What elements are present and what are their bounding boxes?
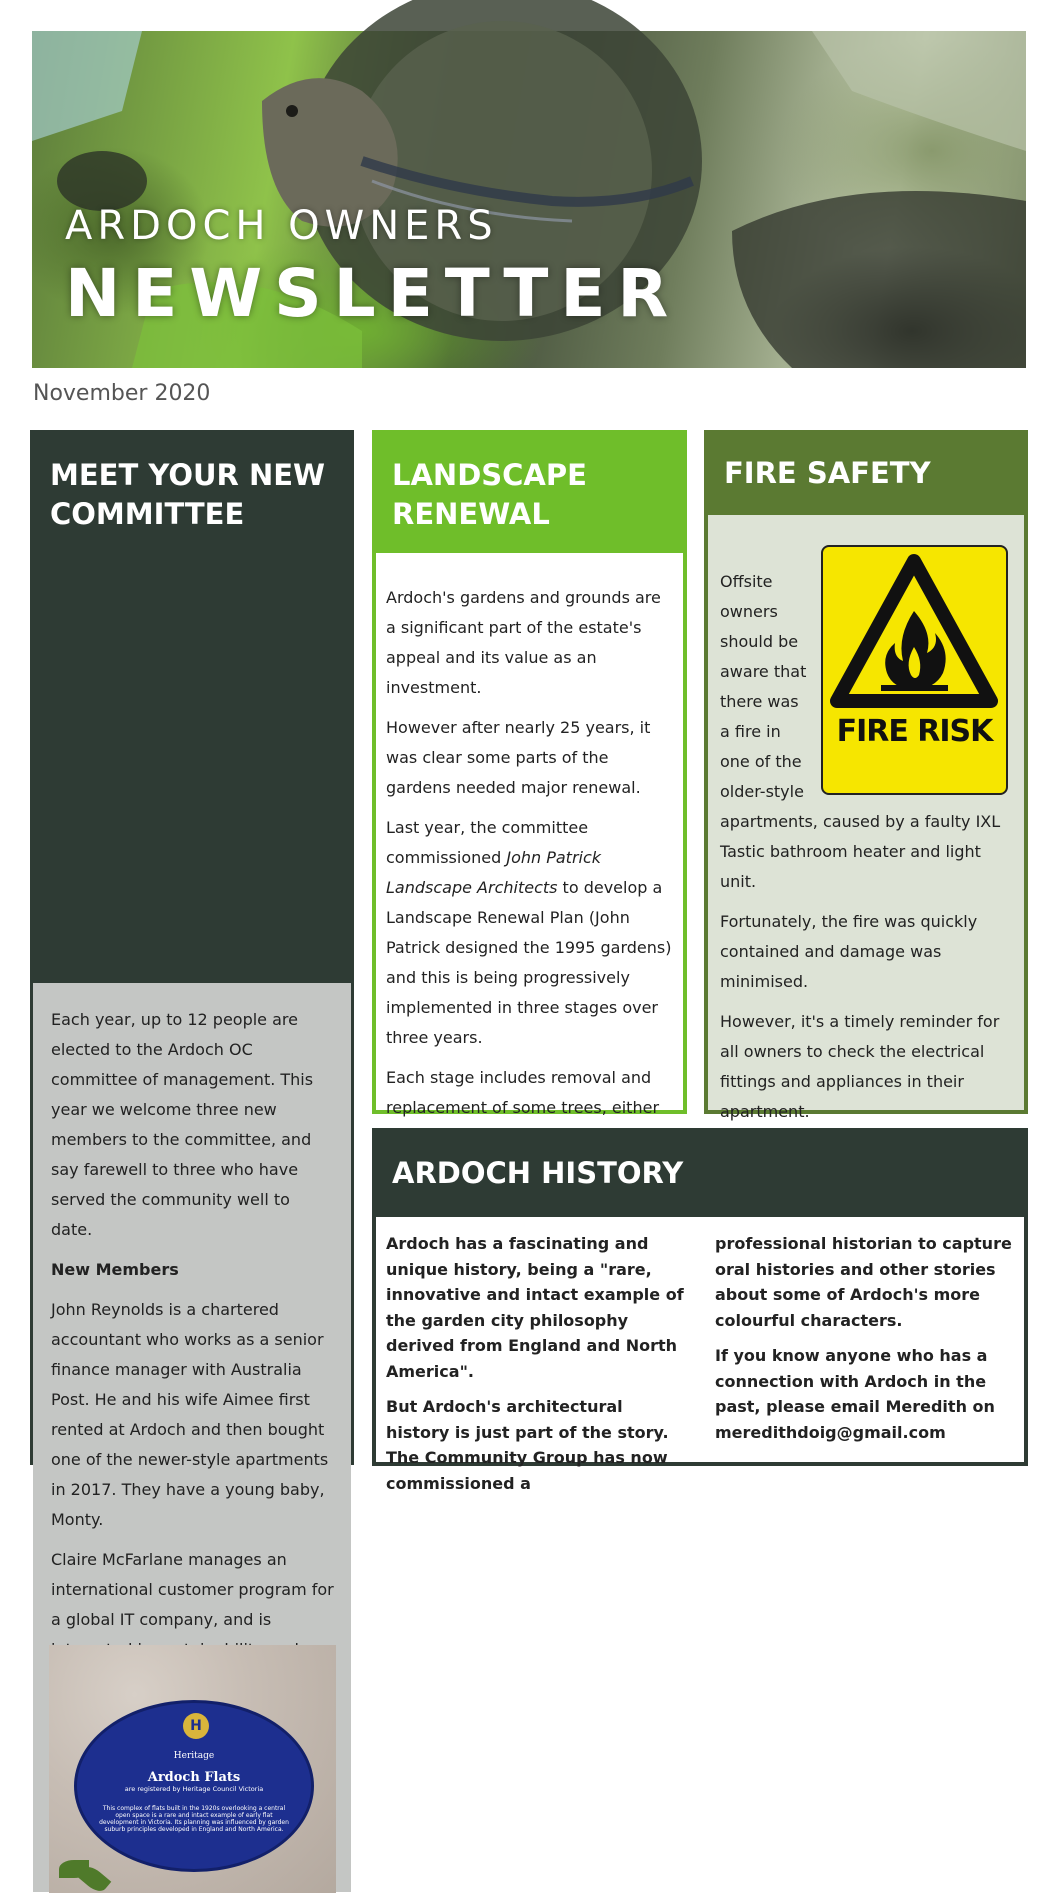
- landscape-p1: Ardoch's gardens and grounds are a significant part of the estate's appeal and its value as an investment.: [386, 588, 661, 697]
- fire-p1: Offsite owners should be aware that there was a fire in one of the older-style apartments, caused by a faulty IXL Tastic bathroom heater and light unit.: [720, 572, 1001, 891]
- issue-date: November 2020: [33, 381, 211, 406]
- landscape-architect-name: John Patrick Landscape Architects: [386, 848, 602, 897]
- history-heading: ARDOCH HISTORY: [392, 1156, 684, 1190]
- heritage-plaque-photo: [49, 1645, 336, 1893]
- committee-intro: Each year, up to 12 people are elected to the Ardoch OC committee of management. This year we welcome three new members to the committee, and say farewell to three who have served the community well to date.: [51, 1010, 314, 1239]
- plaque-description: This complex of flats built in the 1920s overlooking a central open space is a rare and intact example of early flat development in Victoria. Its planning was influenced by garden suburb principles developed in England and North America.: [99, 1805, 289, 1833]
- committee-body: [33, 983, 351, 1892]
- history-panel: [372, 1128, 1028, 1493]
- banner-photo: [32, 31, 1026, 368]
- landscape-heading: LANDSCAPE RENEWAL: [392, 458, 587, 531]
- plaque-brand: Heritage: [173, 1751, 215, 1761]
- landscape-p2: However after nearly 25 years, it was clear some parts of the gardens needed major renewal.: [386, 718, 651, 797]
- fire-panel: [704, 430, 1028, 1121]
- history-column-left: [386, 1231, 685, 1493]
- plaque-registered: are registered by Heritage Council Victoria: [124, 1785, 264, 1793]
- history-p3: professional historian to capture oral histories and other stories about some of Ardoch's more colourful characters.: [715, 1234, 1012, 1330]
- landscape-p3-a: Last year, the committee commissioned: [386, 818, 589, 867]
- fire-warning-icon: [831, 551, 998, 711]
- history-p2: But Ardoch's architectural history is just part of the story. The Community Group has now commissioned a: [386, 1397, 669, 1493]
- landscape-p4-text: Each stage includes removal and replacement of some trees, either: [386, 1068, 660, 1117]
- committee-member-claire-text: Claire McFarlane manages an international customer program for a global IT company, and is: [51, 1550, 334, 1629]
- fire-body: [708, 515, 1024, 1121]
- fire-risk-label: FIRE RISK: [836, 714, 993, 749]
- banner-title: NEWSLETTER: [65, 255, 681, 332]
- committee-heading: MEET YOUR NEW COMMITTEE: [50, 458, 326, 531]
- fire-heading: FIRE SAFETY: [724, 456, 931, 490]
- banner-subtitle: ARDOCH OWNERS: [65, 203, 498, 249]
- plaque-name: Ardoch Flats: [147, 1770, 241, 1785]
- landscape-p3: [386, 813, 673, 1053]
- history-p4: If you know anyone who has a connection with Ardoch in the past, please email Meredith on meredithdoig@gmail.com: [715, 1346, 995, 1442]
- landscape-body: [376, 553, 683, 1117]
- history-body: [376, 1217, 1024, 1493]
- landscape-panel: [372, 430, 687, 1117]
- committee-subheading: New Members: [51, 1260, 179, 1279]
- fire-risk-sign: [821, 545, 1008, 795]
- history-column-right: [715, 1231, 1014, 1462]
- landscape-p3-b: to develop a Landscape Renewal Plan (John Patrick designed the 1995 gardens) and this is being progressively implemented in three stages over three years.: [386, 878, 672, 1047]
- heritage-plaque: [74, 1700, 314, 1872]
- history-p1: Ardoch has a fascinating and unique history, being a "rare, innovative and intact example of the garden city philosophy derived from England and North America".: [386, 1234, 684, 1381]
- fire-p3: However, it's a timely reminder for all owners to check the electrical fittings and appliances in their apartment.: [720, 1012, 1000, 1121]
- heritage-logo-icon: H: [183, 1713, 209, 1739]
- committee-member-john: John Reynolds is a chartered accountant who works as a senior finance manager with Australia Post. He and his wife Aimee first rented at Ardoch and then bought one of the newer-style apartments in 2017. They have a young baby, Monty.: [51, 1300, 329, 1529]
- committee-panel: [30, 430, 354, 1833]
- fire-p2: Fortunately, the fire was quickly contained and damage was minimised.: [720, 912, 978, 991]
